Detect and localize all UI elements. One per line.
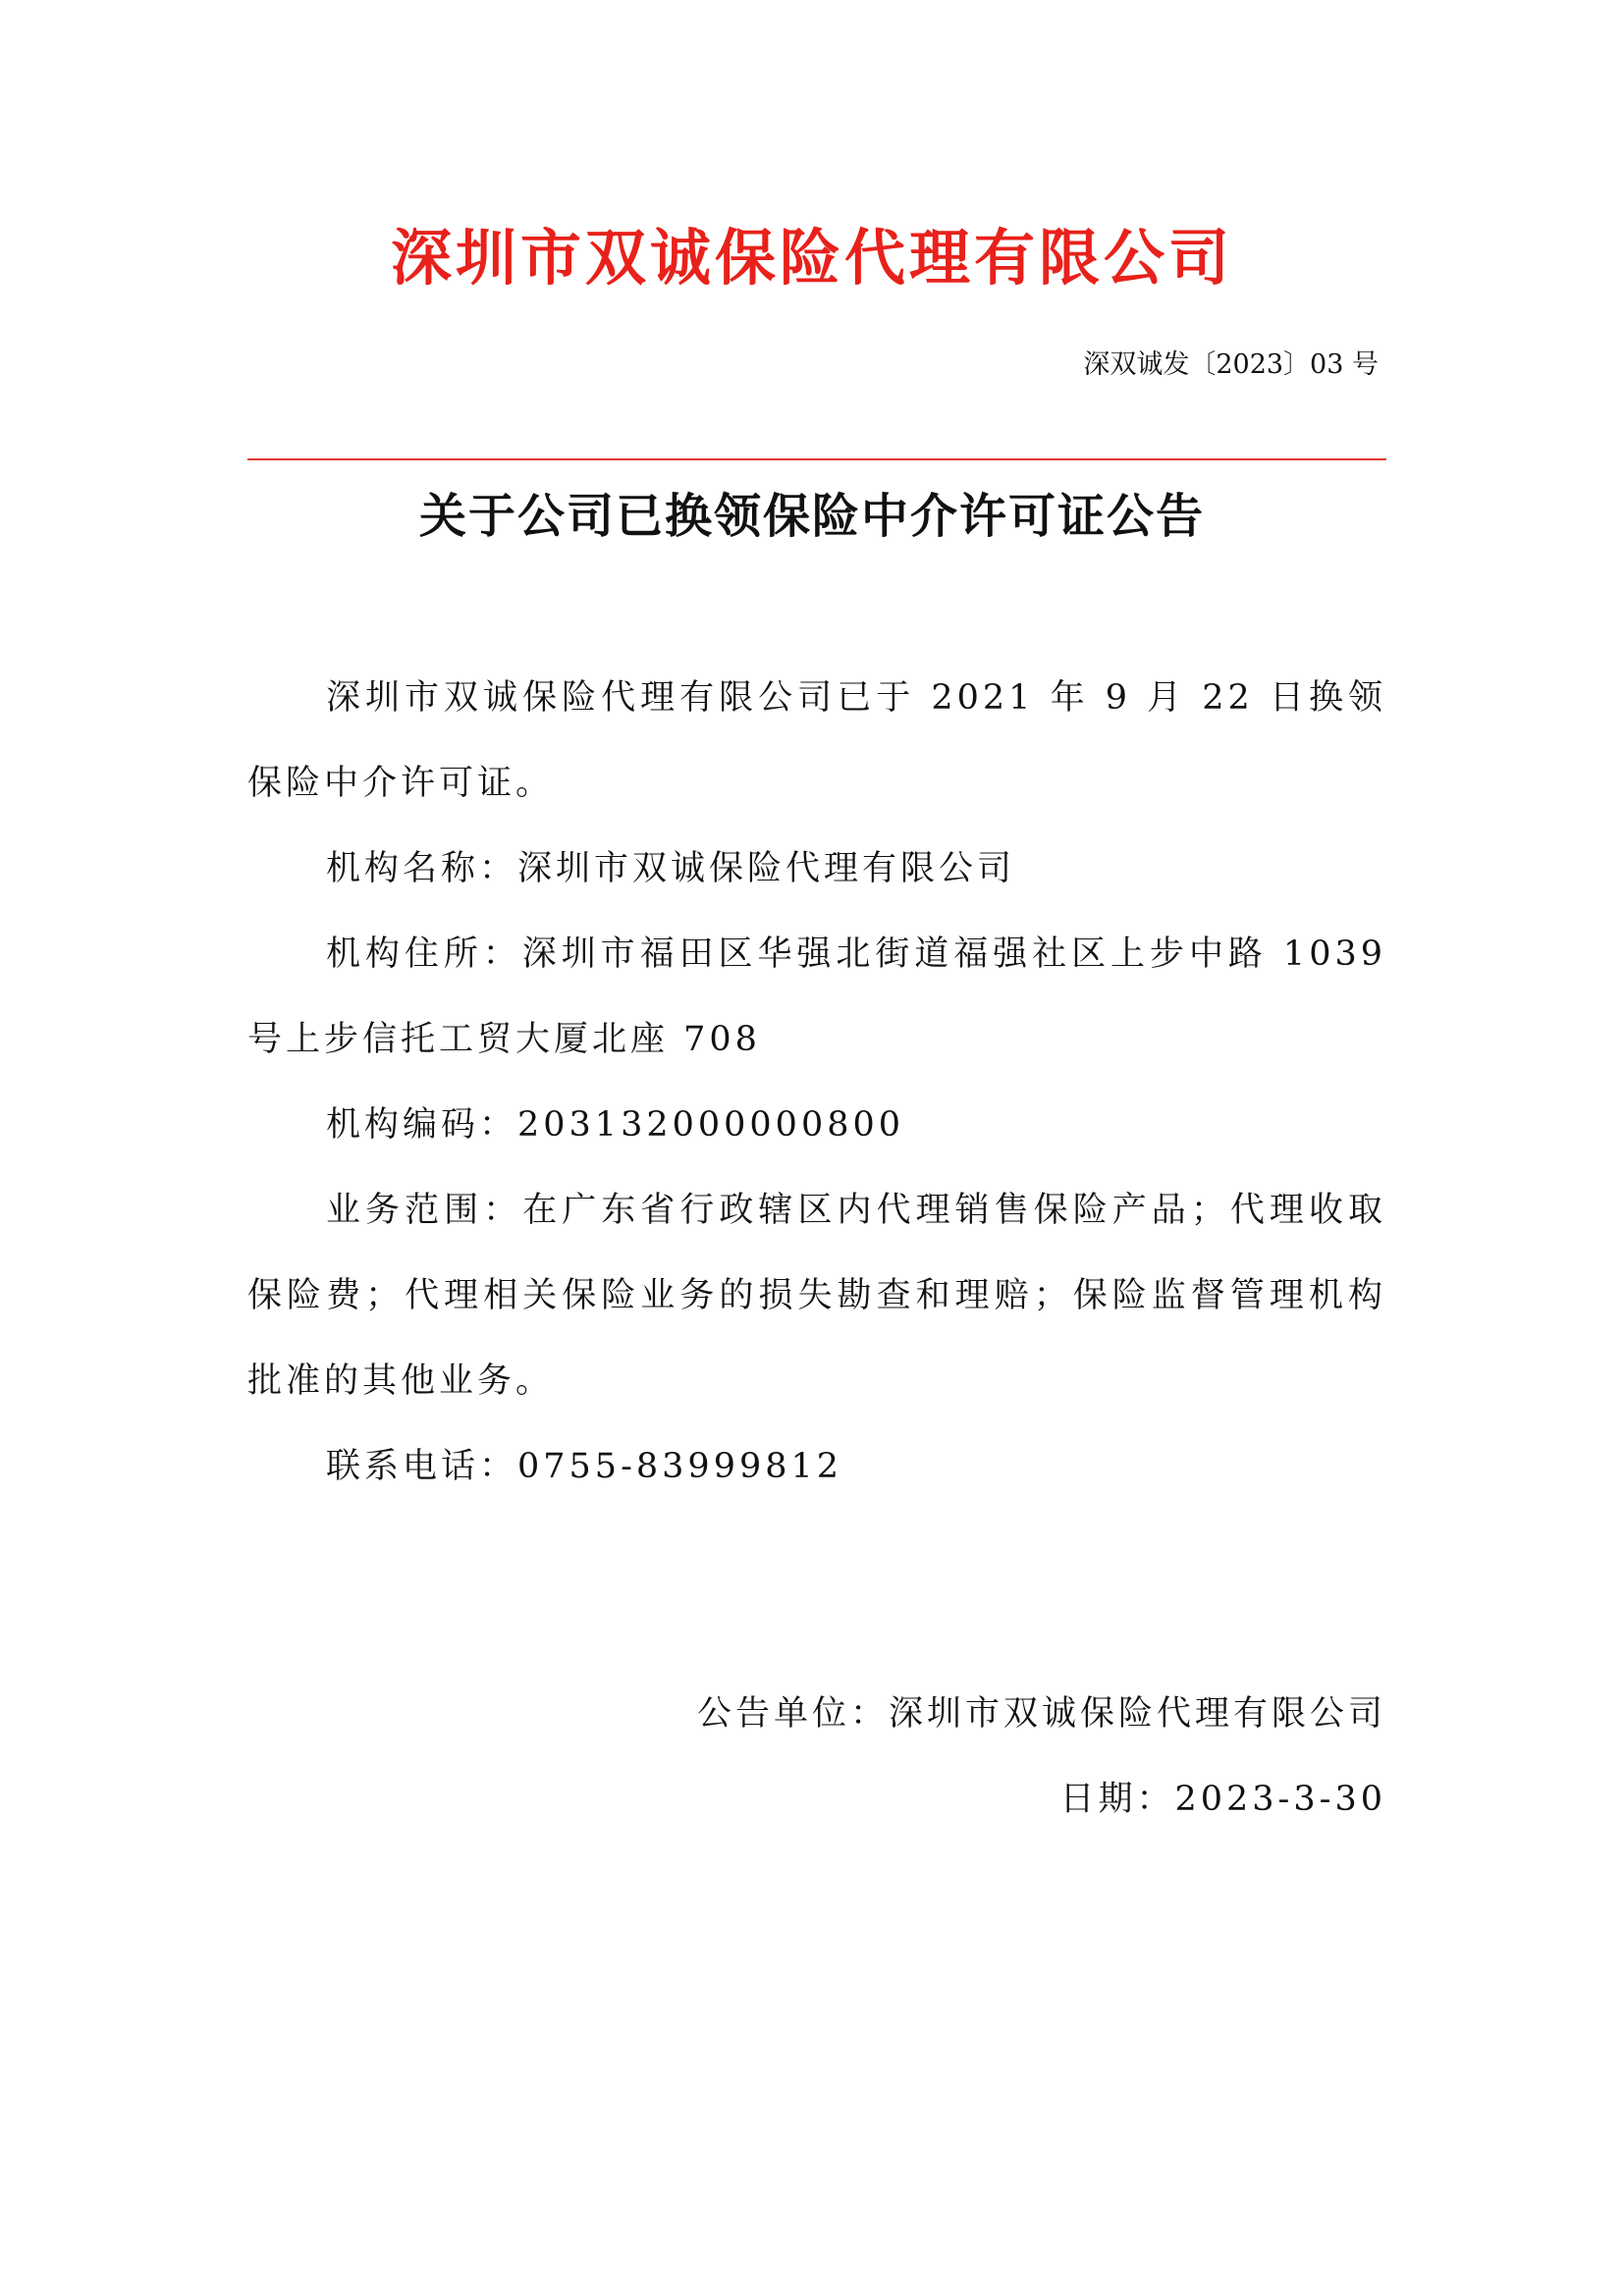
business-scope-line: 业务范围：在广东省行政辖区内代理销售保险产品；代理收取保险费；代理相关保险业务的损失勘查和理赔；保险监督管理机构批准的其他业务。	[247, 1191, 1386, 1401]
institution-address-line: 机构住所：深圳市福田区华强北街道福强社区上步中路 1039 号上步信托工贸大厦北座 708	[247, 934, 1386, 1059]
intro-paragraph: 深圳市双诚保险代理有限公司已于 2021 年 9 月 22 日换领保险中介许可证。	[247, 678, 1386, 803]
contact-phone-line: 联系电话：0755-83999812	[326, 1447, 843, 1486]
institution-name-line: 机构名称：深圳市双诚保险代理有限公司	[326, 849, 1016, 888]
red-divider-line	[247, 458, 1386, 460]
document-number: 深双诚发〔2023〕03 号	[1083, 349, 1379, 380]
notice-body	[247, 656, 1386, 1510]
organization-name-header: 深圳市双诚保险代理有限公司	[390, 222, 1233, 294]
institution-code-line: 机构编码：203132000000800	[326, 1105, 905, 1145]
announcement-date-line: 日期：2023-3-30	[1059, 1780, 1386, 1819]
notice-title: 关于公司已换领保险中介许可证公告	[418, 489, 1205, 544]
announcing-unit-line: 公告单位：深圳市双诚保险代理有限公司	[696, 1694, 1386, 1734]
